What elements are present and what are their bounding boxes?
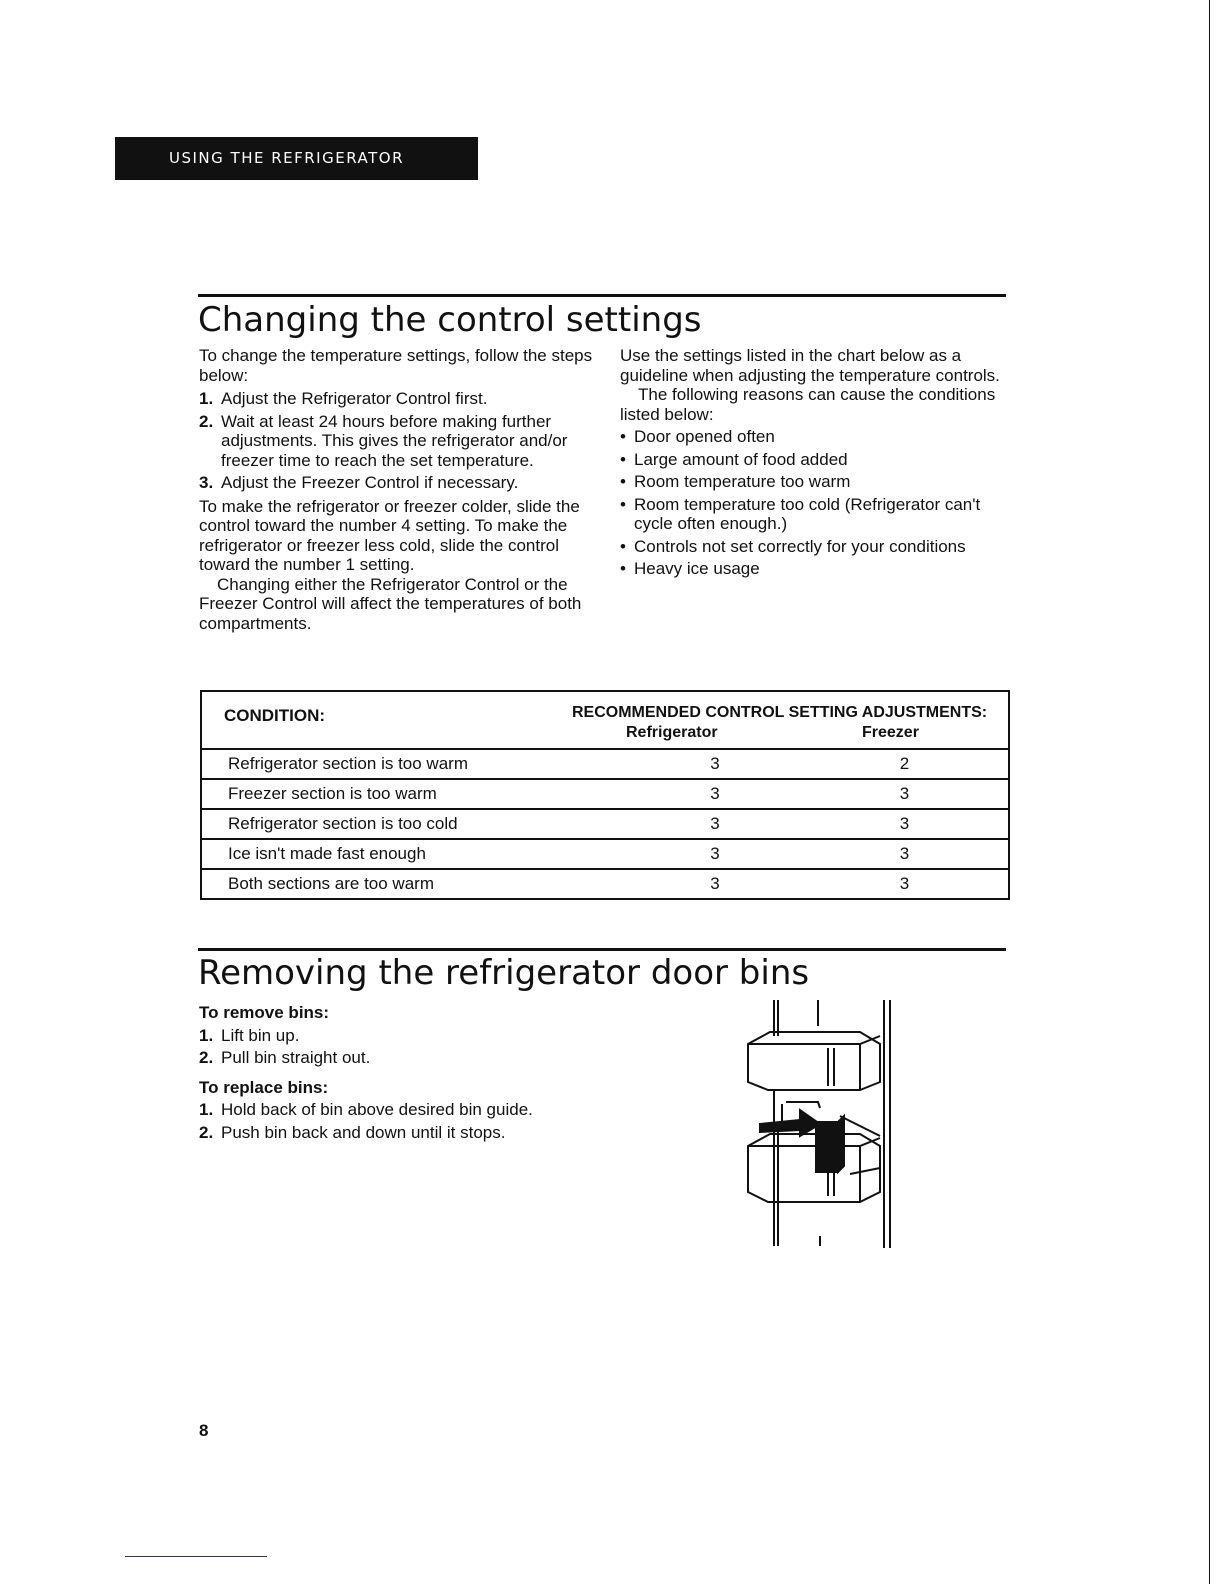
list-item: 1. Hold back of bin above desired bin guide. bbox=[199, 1100, 533, 1119]
list-item: • Door opened often bbox=[620, 427, 775, 446]
condition-cell: Ice isn't made fast enough bbox=[201, 839, 629, 869]
freezer-header: Freezer bbox=[862, 724, 919, 741]
freezer-cell: 2 bbox=[801, 749, 1009, 779]
refrigerator-cell: 3 bbox=[629, 869, 801, 899]
replace-heading: To replace bins: bbox=[199, 1077, 329, 1097]
condition-header: CONDITION: bbox=[224, 706, 326, 725]
freezer-cell: 3 bbox=[801, 809, 1009, 839]
refrigerator-cell: 3 bbox=[629, 779, 801, 809]
reasons-list bbox=[620, 427, 1008, 579]
table-row bbox=[201, 809, 1009, 839]
recommended-header: RECOMMENDED CONTROL SETTING ADJUSTMENTS: bbox=[572, 704, 988, 721]
door-bins-instructions bbox=[199, 1003, 619, 1142]
list-item: 3. Adjust the Freezer Control if necessary. bbox=[199, 473, 519, 492]
list-item: • Room temperature too warm bbox=[620, 472, 851, 491]
section-title-control-settings: Changing the control settings bbox=[198, 300, 702, 340]
condition-cell: Both sections are too warm bbox=[201, 869, 629, 899]
colder-warmer-text: To make the refrigerator or freezer colder, slide the control toward the number 4 setting. To make the refrigerator or freezer less cold, slide the control toward the number 1 setting. bbox=[199, 496, 580, 574]
door-bin-illustration bbox=[740, 996, 900, 1252]
refrigerator-cell: 3 bbox=[629, 749, 801, 779]
intro-text: To change the temperature settings, follow the steps below: bbox=[199, 346, 593, 385]
table-row bbox=[201, 869, 1009, 899]
list-item: 2. Pull bin straight out. bbox=[199, 1048, 371, 1067]
section-rule bbox=[198, 948, 1006, 951]
condition-cell: Freezer section is too warm bbox=[201, 779, 629, 809]
guideline-text: Use the settings listed in the chart below as a guideline when adjusting the temperature controls. bbox=[620, 346, 1000, 385]
refrigerator-cell: 3 bbox=[629, 839, 801, 869]
freezer-cell: 3 bbox=[801, 779, 1009, 809]
table-header bbox=[201, 691, 1009, 749]
page-edge-rule bbox=[1209, 0, 1210, 1584]
remove-heading: To remove bins: bbox=[199, 1003, 330, 1022]
list-item: • Room temperature too cold (Refrigerator can't cycle often enough.) bbox=[620, 494, 981, 533]
refrigerator-header: Refrigerator bbox=[626, 724, 718, 741]
banner-label: USING THE REFRIGERATOR bbox=[169, 149, 405, 167]
list-item: 1. Adjust the Refrigerator Control first. bbox=[199, 389, 488, 408]
table-row bbox=[201, 779, 1009, 809]
list-item: 2. Push bin back and down until it stops. bbox=[199, 1122, 506, 1142]
list-item: • Heavy ice usage bbox=[620, 559, 760, 578]
table-header-row bbox=[201, 691, 1009, 749]
section-rule bbox=[198, 294, 1006, 297]
refrigerator-cell: 3 bbox=[629, 809, 801, 839]
page-number: 8 bbox=[199, 1421, 209, 1440]
steps-list bbox=[199, 389, 594, 493]
freezer-cell: 3 bbox=[801, 869, 1009, 899]
list-item: • Controls not set correctly for your conditions bbox=[620, 536, 966, 556]
section-banner bbox=[115, 137, 478, 180]
section-title-door-bins: Removing the refrigerator door bins bbox=[198, 953, 810, 993]
settings-table bbox=[200, 690, 1010, 900]
both-compartments-note: Changing either the Refrigerator Control or the Freezer Control will affect the temperatures of both compartments. bbox=[199, 574, 582, 633]
control-settings-left-column bbox=[199, 346, 594, 633]
freezer-cell: 3 bbox=[801, 839, 1009, 869]
list-item: 1. Lift bin up. bbox=[199, 1025, 300, 1045]
condition-cell: Refrigerator section is too warm bbox=[201, 749, 629, 779]
list-item: • Large amount of food added bbox=[620, 449, 848, 469]
control-settings-right-column bbox=[620, 346, 1008, 579]
list-item: 2. Wait at least 24 hours before making further adjustments. This gives the refrigerator and/or freezer time to reach the set temperature. bbox=[199, 411, 568, 470]
bottom-mark bbox=[125, 1556, 267, 1557]
table-row bbox=[201, 749, 1009, 779]
reasons-intro: The following reasons can cause the conditions listed below: bbox=[620, 385, 996, 424]
condition-cell: Refrigerator section is too cold bbox=[201, 809, 629, 839]
table-row bbox=[201, 839, 1009, 869]
